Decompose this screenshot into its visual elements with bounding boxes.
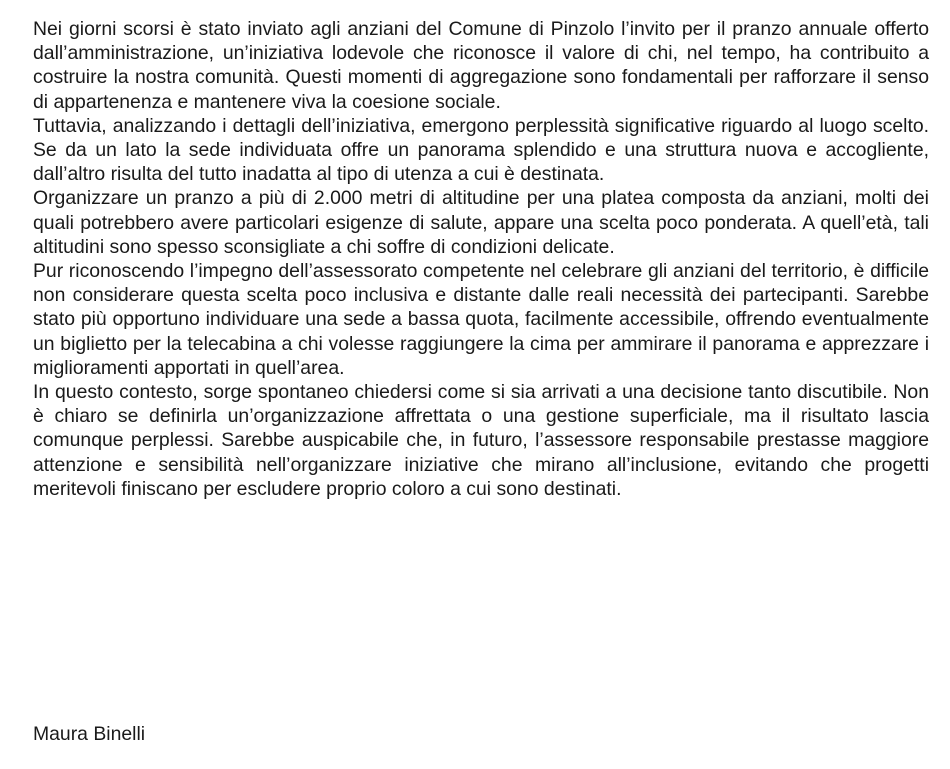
paragraph-conclusion: In questo contesto, sorge spontaneo chiedersi come si sia arrivati a una decisione tanto discutibile. Non è chiaro se definirla un’organizzazione affrettata o una gestione superficiale, ma il risultato lascia comunque perplessi. Sarebbe auspicabile che, in futuro, l’assessore responsabile prestasse maggiore attenzione e sensibilità nell’organizzare iniziative che mirano all’inclusione, evitando che progetti meritevoli finiscano per escludere proprio coloro a cui sono destinati. [33, 381, 929, 500]
signature: Maura Binelli [33, 723, 146, 745]
paragraph-altitude: Organizzare un pranzo a più di 2.000 metri di altitudine per una platea composta da anziani, molti dei quali potrebbero avere particolari esigenze di salute, appare una scelta poco ponderata. A quell’età, tali altitudini sono spesso sconsigliate a chi soffre di condizioni delicate. [33, 187, 929, 258]
paragraph-invitation: Nei giorni scorsi è stato inviato agli anziani del Comune di Pinzolo l’invito per il pranzo annuale offerto dall’amministrazione, un’iniziativa lodevole che riconosce il valore di chi, nel tempo, ha contribuito a costruire la nostra comunità. Questi momenti di aggregazione sono fondamentali per rafforzare il senso di appartenenza e mantenere viva la coesione sociale. [33, 18, 929, 113]
paragraph-alternative-proposal: Pur riconoscendo l’impegno dell’assessorato competente nel celebrare gli anziani del territorio, è difficile non considerare questa scelta poco inclusiva e distante dalle reali necessità dei partecipanti. Sarebbe stato più opportuno individuare una sede a bassa quota, facilmente accessibile, offrendo eventualmente un biglietto per la telecabina a chi volesse raggiungere la cima per ammirare il panorama e apprezzare i miglioramenti apportati in quell’area. [33, 260, 929, 379]
letter-body [33, 17, 929, 501]
paragraph-venue-concerns: Tuttavia, analizzando i dettagli dell’iniziativa, emergono perplessità significative riguardo al luogo scelto. Se da un lato la sede individuata offre un panorama splendido e una struttura nuova e accogliente, dall’altro risulta del tutto inadatta al tipo di utenza a cui è destinata. [33, 114, 929, 186]
